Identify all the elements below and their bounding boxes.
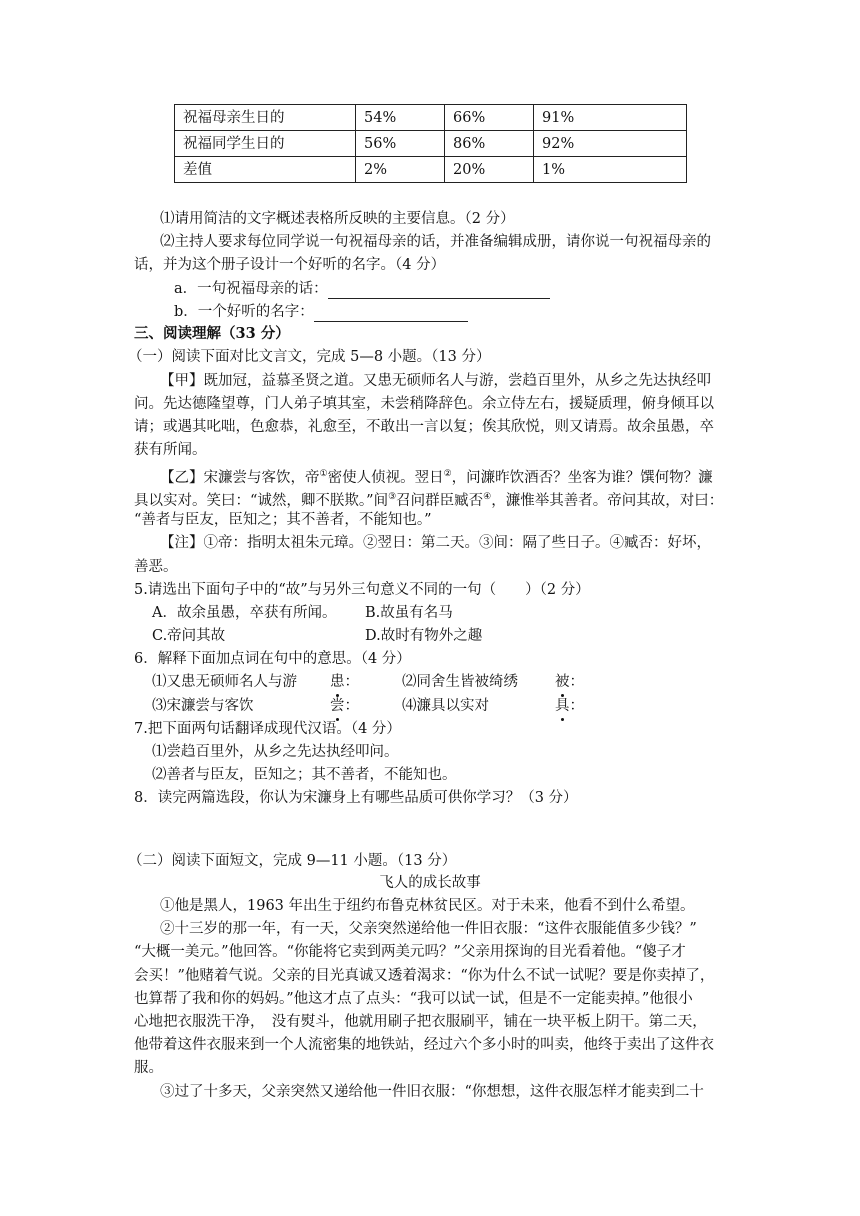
question-2-line-2: 话，并为这个册子设计一个好听的名字。（4 分） — [134, 257, 446, 273]
q7-sentence-2: ⑵善者与臣友，臣知之；其不善者，不能知也。 — [152, 767, 457, 783]
colon: ： — [569, 698, 584, 714]
footnote-mark-1: ① — [319, 469, 328, 479]
yi-text-3: ，问濂昨饮酒否？坐客为谁？馔何物？濂 — [451, 469, 713, 486]
table-cell: 2% — [356, 157, 445, 183]
note-line-1: 【注】①帝：指明太祖朱元璋。②翌日：第二天。③间：隔了些日子。④臧否：好坏， — [160, 535, 711, 551]
dotted-word: 尝 — [330, 698, 345, 714]
q6-word-3 — [330, 696, 359, 716]
q6-item-4: ⑷濂具以实对 — [402, 698, 489, 714]
table-cell: 祝福母亲生日的 — [175, 105, 356, 131]
story-title: 飞人的成长故事 — [379, 875, 481, 891]
q6-item-3: ⑶宋濂尝与客饮 — [152, 698, 254, 714]
question-8: 8．读完两篇选段，你认为宋濂身上有哪些品质可供你学习？（3 分） — [134, 790, 578, 806]
survey-table — [174, 104, 687, 183]
table-cell: 20% — [445, 157, 534, 183]
footnote-mark-2: ② — [443, 469, 452, 479]
dotted-word: 患 — [330, 674, 345, 690]
dotted-word: 具 — [555, 698, 570, 714]
colon: ： — [569, 674, 584, 690]
part-1-heading: （一）阅读下面对比文言文，完成 5—8 小题。（13 分） — [128, 349, 491, 365]
jia-line-1: 【甲】既加冠，益慕圣贤之道。又患无硕师名人与游，尝趋百里外，从乡之先达执经叩 — [160, 373, 711, 389]
q5-option-d: D.故时有物外之趣 — [365, 628, 483, 644]
jia-line-2: 问。先达德隆望尊，门人弟子填其室，未尝稍降辞色。余立侍左右，援疑质理，俯身倾耳以 — [134, 396, 714, 412]
question-6: 6．解释下面加点词在句中的意思。（4 分） — [134, 651, 411, 667]
table-cell: 92% — [534, 131, 687, 157]
table-cell: 祝福同学生日的 — [175, 131, 356, 157]
q6-item-1: ⑴又患无硕师名人与游 — [152, 674, 297, 690]
q7-sentence-1: ⑴尝趋百里外，从乡之先达执经叩问。 — [152, 744, 399, 760]
story-line-7: 他带着这件衣服来到一个人流密集的地铁站，经过六个多小时的叫卖，他终于卖出了这件衣 — [134, 1037, 714, 1053]
yi-text-6: ，濂惟举其善者。帝问其故，对曰： — [491, 492, 724, 509]
yi-line-2 — [134, 487, 723, 511]
story-line-2: ②十三岁的那一年，有一天，父亲突然递给他一件旧衣服：“这件衣服能值多少钱？” — [160, 921, 697, 937]
table-cell: 56% — [356, 131, 445, 157]
yi-line-1 — [160, 464, 713, 488]
answer-a-label: a．一句祝福母亲的话： — [174, 281, 328, 297]
yi-line-3: “善者与臣友，臣知之；其不善者，不能知也。” — [134, 512, 432, 528]
story-line-1: ①他是黑人，1963 年出生于纽约布鲁克林贫民区。对于未来，他看不到什么希望。 — [160, 898, 695, 914]
footnote-mark-4: ④ — [483, 492, 492, 502]
q6-word-1 — [330, 672, 359, 692]
answer-a-blank — [328, 282, 550, 299]
story-line-4: 会买！”他赌着气说。父亲的目光真诚又透着渴求：“你为什么不试一试呢？要是你卖掉了， — [134, 968, 715, 984]
section-3-heading: 三、阅读理解（33 分） — [134, 325, 290, 342]
question-5: 5.请选出下面句子中的“故”与另外三句意义不同的一句（ ）（2 分） — [134, 582, 590, 598]
question-1: ⑴请用简洁的文字概述表格所反映的主要信息。（2 分） — [160, 211, 515, 227]
table-row — [175, 157, 687, 183]
yi-text-2: 密使人侦视。翌日 — [327, 469, 444, 486]
table-cell: 86% — [445, 131, 534, 157]
table-cell: 1% — [534, 157, 687, 183]
q6-item-2: ⑵同舍生皆被绮绣 — [402, 674, 518, 690]
story-line-6: 心地把衣服洗干净， 没有熨斗，他就用刷子把衣服刷平，铺在一块平板上阴干。第二天， — [134, 1014, 707, 1030]
jia-line-4: 获有所闻。 — [134, 442, 207, 458]
part-2-heading: （二）阅读下面短文，完成 9—11 小题。（13 分） — [128, 853, 457, 869]
table-cell: 54% — [356, 105, 445, 131]
q5-option-c: C.帝问其故 — [152, 628, 226, 644]
footnote-mark-3: ③ — [388, 492, 397, 502]
yi-text-5: 召问群臣臧否 — [396, 492, 484, 509]
table-cell: 差值 — [175, 157, 356, 183]
yi-text-4: 具以实对。笑曰：“诚然，卿不朕欺。”间 — [134, 492, 389, 509]
answer-b-label: b．一个好听的名字： — [174, 304, 314, 320]
story-line-5: 也算帮了我和你的妈妈。”他这才点了点头：“我可以试一试，但是不一定能卖掉。”他很小 — [134, 991, 693, 1007]
answer-b-row — [174, 302, 468, 322]
answer-a-row — [174, 279, 550, 299]
colon: ： — [344, 698, 359, 714]
table-cell: 91% — [534, 105, 687, 131]
q6-word-4 — [555, 696, 584, 716]
story-line-8: 服。 — [134, 1060, 163, 1076]
colon: ： — [344, 674, 359, 690]
answer-b-blank — [314, 305, 468, 322]
question-7: 7.把下面两句话翻译成现代汉语。（4 分） — [134, 721, 401, 737]
table-row — [175, 105, 687, 131]
dotted-word: 被 — [555, 674, 570, 690]
q5-option-b: B.故虽有名马 — [365, 605, 453, 621]
q5-option-a: A．故余虽愚，卒获有所闻。 — [152, 605, 337, 621]
story-line-3: “大概一美元。”他回答。“你能将它卖到两美元吗？”父亲用探询的目光看着他。“傻子才 — [134, 944, 686, 960]
jia-line-3: 请；或遇其叱咄，色愈恭，礼愈至，不敢出一言以复；俟其欣悦，则又请焉。故余虽愚，卒 — [134, 419, 714, 435]
q6-word-2 — [555, 672, 584, 692]
note-line-2: 善恶。 — [134, 559, 178, 575]
table-cell: 66% — [445, 105, 534, 131]
question-2-line-1: ⑵主持人要求每位同学说一句祝福母亲的话，并准备编辑成册，请你说一句祝福母亲的 — [160, 234, 711, 250]
table-row — [175, 131, 687, 157]
yi-text-1: 【乙】宋濂尝与客饮，帝 — [160, 469, 320, 486]
story-line-9: ③过了十多天，父亲突然又递给他一件旧衣服：“你想想，这件衣服怎样才能卖到二十 — [160, 1084, 704, 1100]
